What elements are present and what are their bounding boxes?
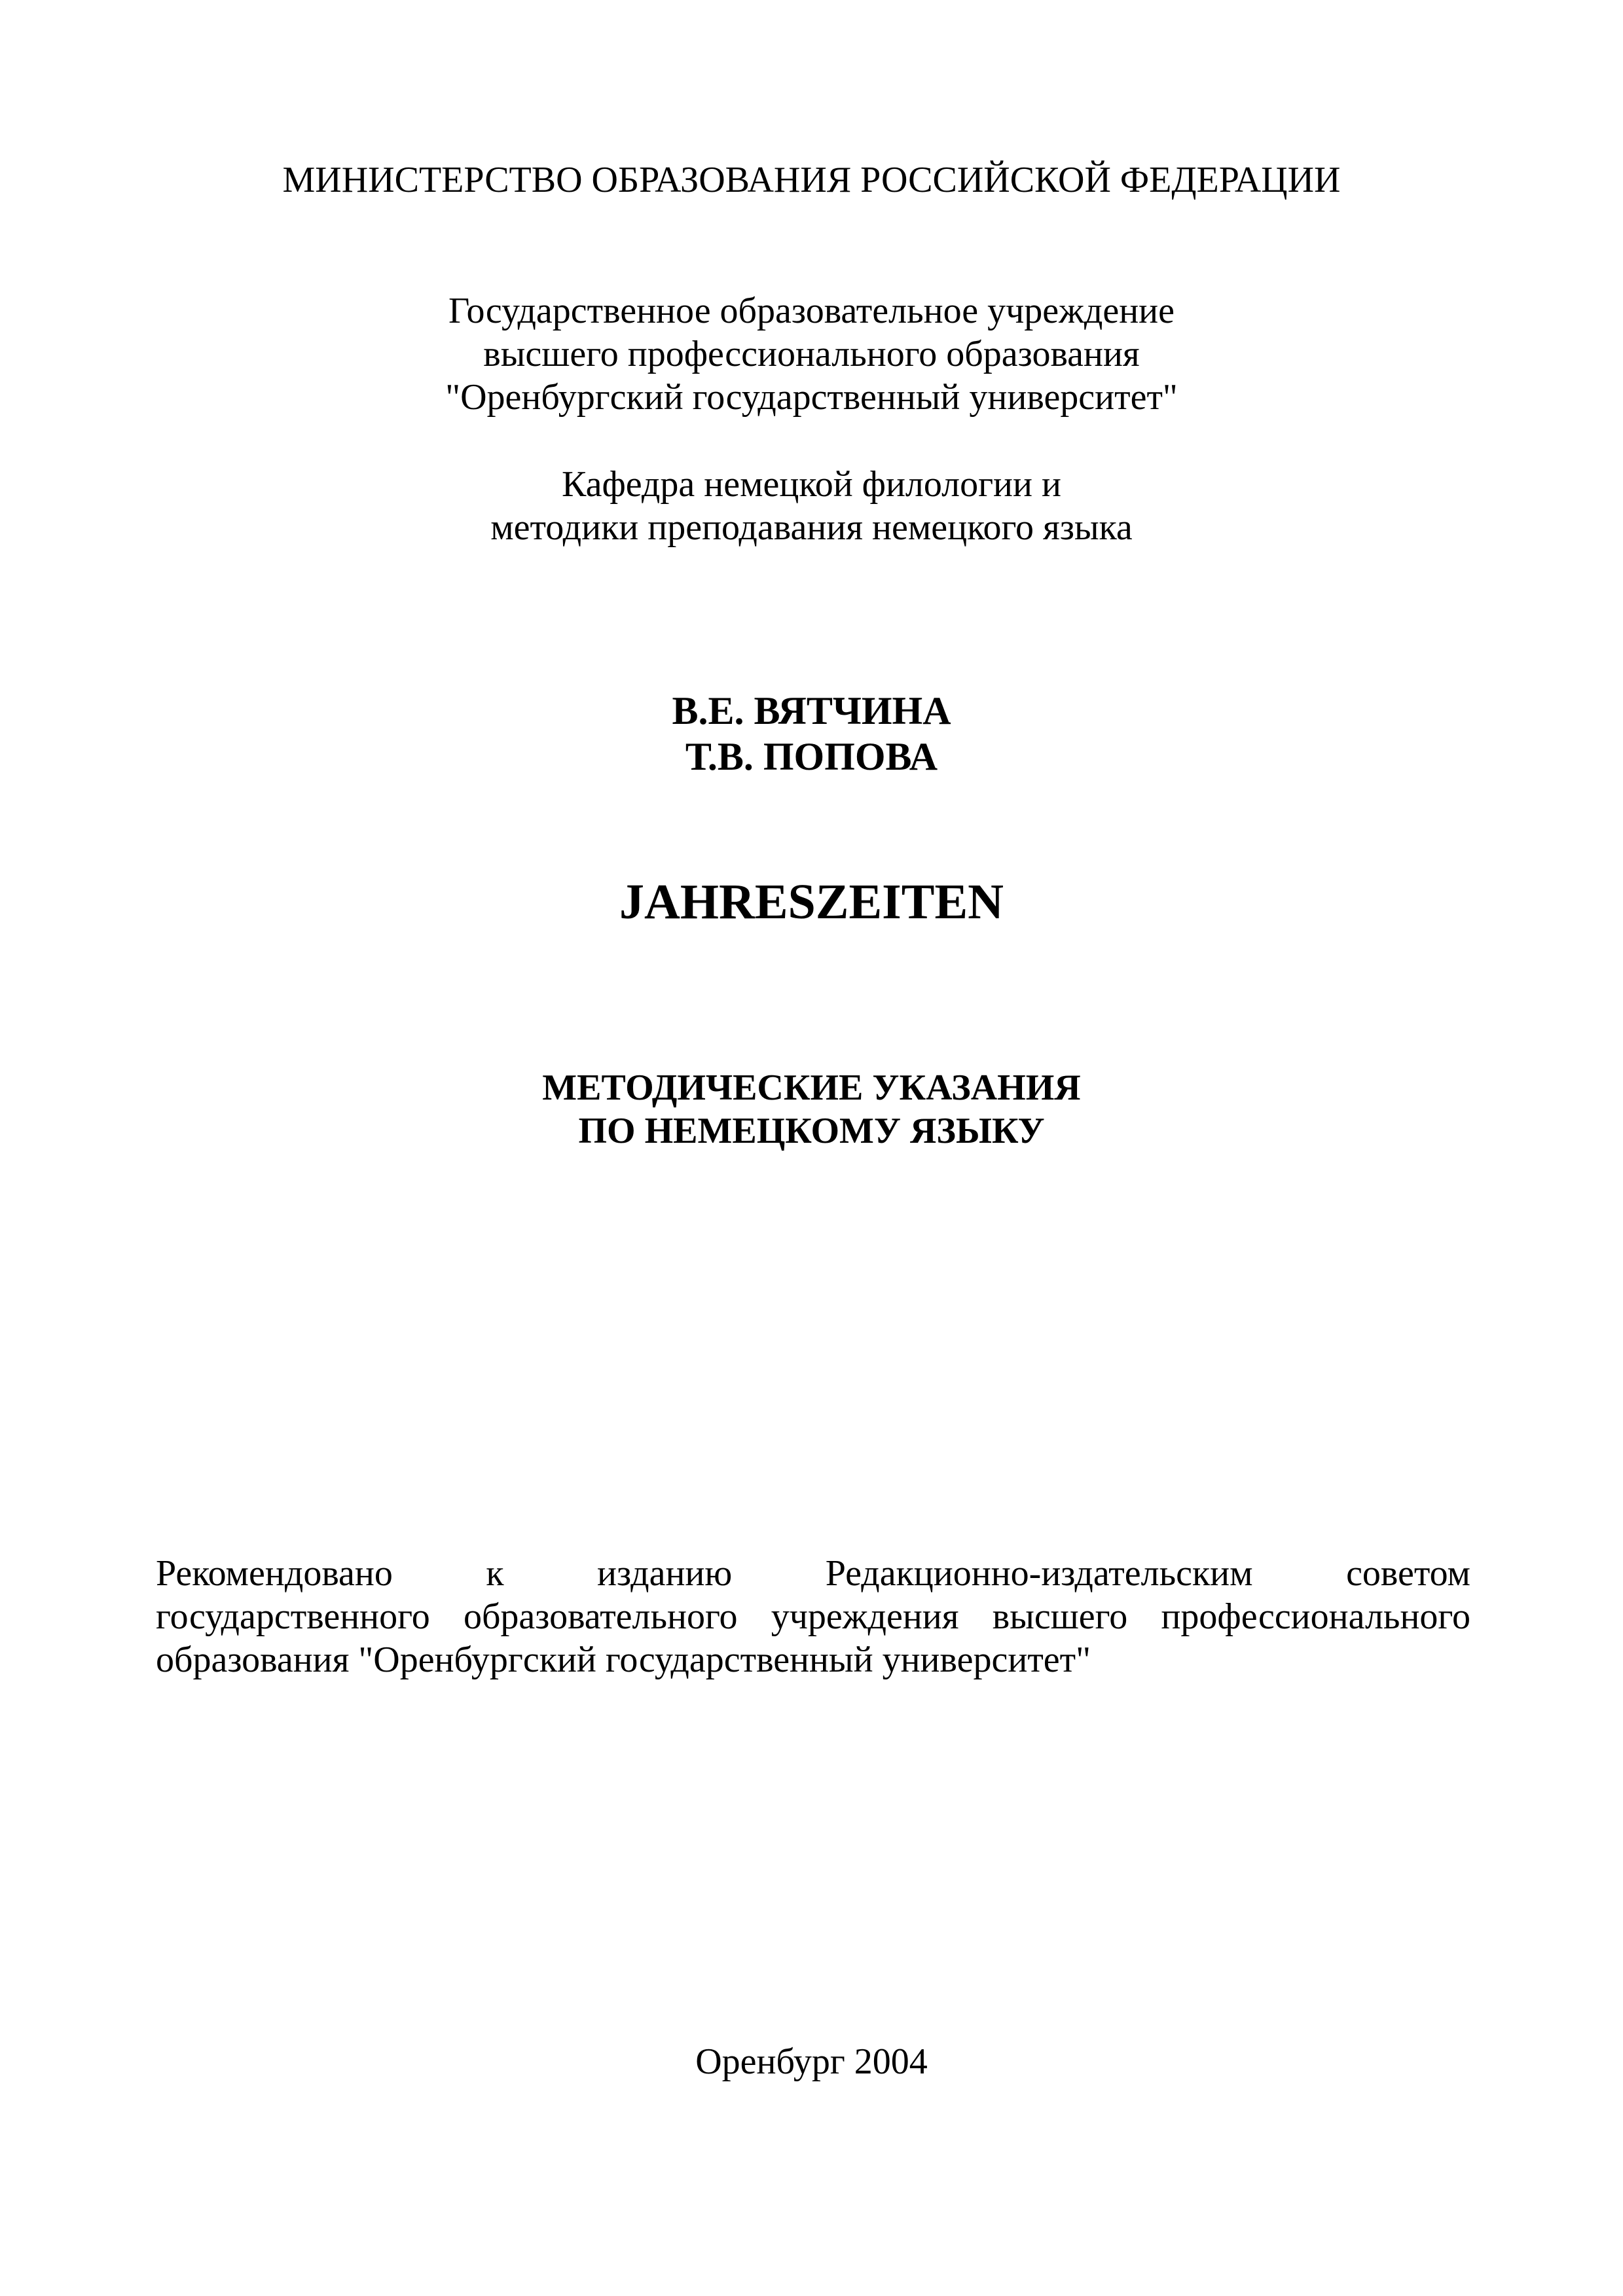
author-1: В.Е. ВЯТЧИНА (672, 689, 951, 732)
city-year: Оренбург 2004 (695, 2041, 928, 2082)
author-2: Т.В. ПОПОВА (685, 735, 938, 778)
rec-word: образовательного (463, 1596, 738, 1637)
rec-word: Рекомендовано (156, 1553, 393, 1594)
institution-line-1: Государственное образовательное учреждение (448, 291, 1175, 331)
institution-line-3: "Оренбургский государственный университет" (445, 377, 1178, 418)
ministry-heading: МИНИСТЕРСТВО ОБРАЗОВАНИЯ РОССИЙСКОЙ ФЕДЕРАЦИИ (282, 160, 1341, 200)
rec-word: советом (1346, 1553, 1470, 1594)
rec-word: государственного (156, 1596, 430, 1637)
rec-word: к (486, 1553, 504, 1594)
subtitle-line-2: ПО НЕМЕЦКОМУ ЯЗЫКУ (578, 1111, 1045, 1151)
recommendation-paragraph (156, 1552, 1470, 1681)
rec-word: учреждения (771, 1596, 959, 1637)
subtitle-line-1: МЕТОДИЧЕСКИЕ УКАЗАНИЯ (542, 1067, 1081, 1108)
rec-word: изданию (597, 1553, 733, 1594)
rec-text: образования "Оренбургский государственный университет" (156, 1640, 1091, 1680)
document-title: JAHRESZEITEN (619, 874, 1004, 929)
rec-word: высшего (992, 1596, 1128, 1637)
recommendation-line-1 (156, 1552, 1470, 1595)
rec-word: профессионального (1161, 1596, 1470, 1637)
rec-word: Редакционно-издательским (825, 1553, 1253, 1594)
department-line-2: методики преподавания немецкого языка (490, 507, 1133, 548)
department-line-1: Кафедра немецкой филологии и (562, 464, 1061, 505)
recommendation-line-2 (156, 1595, 1470, 1638)
recommendation-line-3 (156, 1638, 1470, 1681)
institution-line-2: высшего профессионального образования (483, 334, 1140, 374)
